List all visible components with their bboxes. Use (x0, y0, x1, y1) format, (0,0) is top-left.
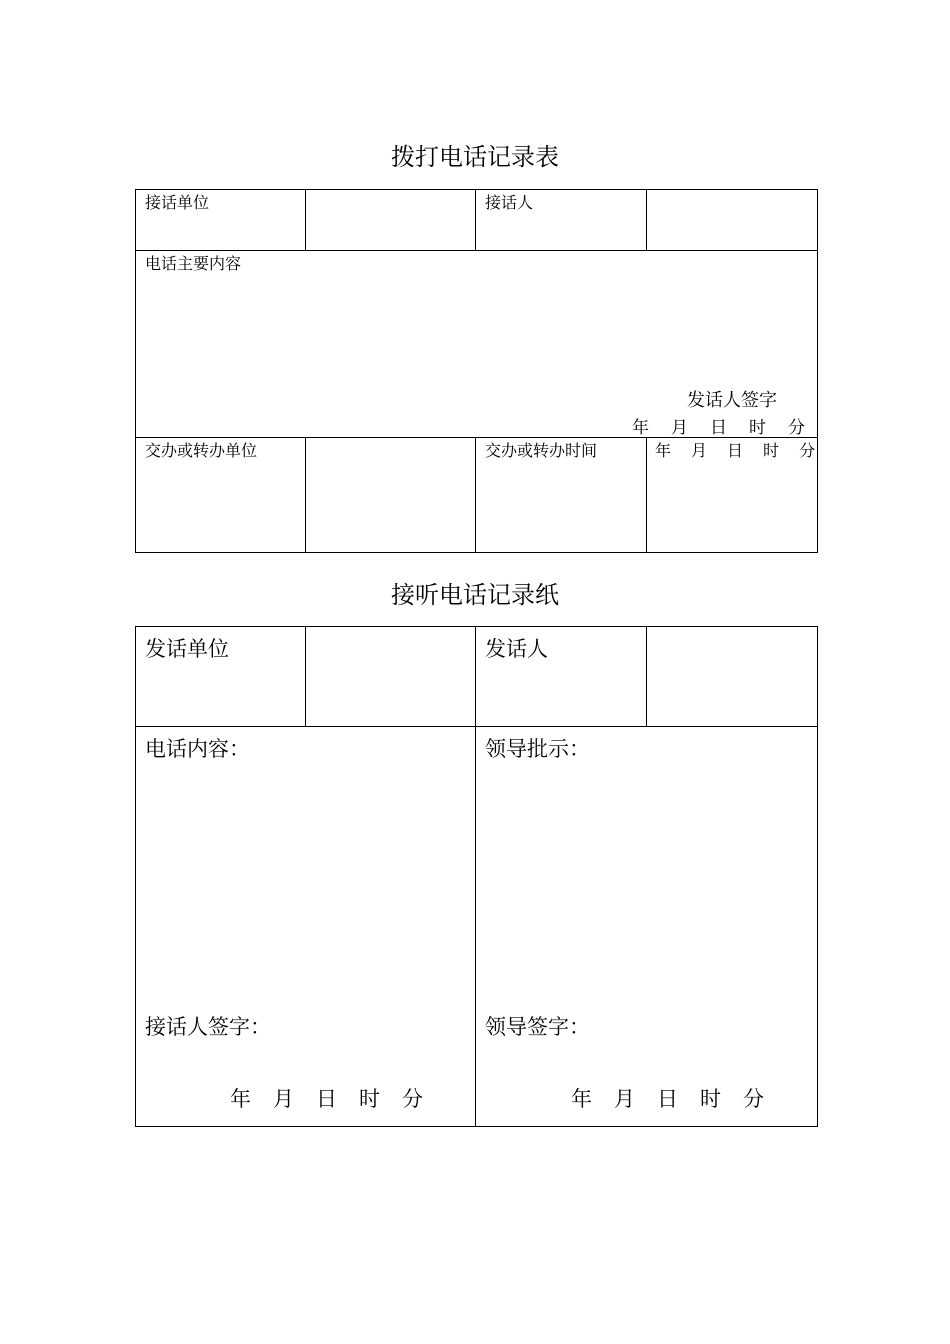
month-label: 月 (671, 418, 688, 438)
caller-signature-label: 发话人签字 (687, 390, 777, 411)
caller-unit-input[interactable] (306, 627, 476, 727)
receiver-label: 接话人 (485, 193, 534, 212)
outgoing-call-form-title: 拨打电话记录表 (391, 143, 559, 171)
assign-unit-input[interactable] (306, 438, 476, 553)
call-content-label: 电话内容： (145, 737, 250, 761)
year-label: 年 (230, 1087, 251, 1111)
receiver-input[interactable] (647, 190, 818, 251)
year-label: 年 (571, 1087, 592, 1111)
month-label: 月 (691, 441, 708, 460)
minute-label: 分 (788, 418, 805, 438)
year-label: 年 (632, 418, 649, 438)
caller-signature-datetime (632, 413, 805, 438)
year-label: 年 (655, 441, 672, 460)
caller-unit-label-cell (136, 627, 306, 727)
hour-label: 时 (749, 418, 766, 438)
call-content-cell[interactable] (136, 251, 818, 438)
receiver-signature-datetime (230, 1083, 423, 1113)
receiver-unit-input[interactable] (306, 190, 476, 251)
receiver-signature-label: 接话人签字： (145, 1015, 271, 1039)
receiver-label-cell (476, 190, 647, 251)
leader-signature-label: 领导签字： (485, 1015, 590, 1039)
day-label: 日 (657, 1087, 678, 1111)
hour-label: 时 (700, 1087, 721, 1111)
outgoing-call-record-table (135, 189, 818, 553)
month-label: 月 (614, 1087, 635, 1111)
assign-unit-label: 交办或转办单位 (145, 441, 258, 460)
assign-unit-label-cell (136, 438, 306, 553)
caller-label: 发话人 (485, 637, 548, 661)
call-content-label: 电话主要内容 (145, 254, 242, 273)
caller-unit-label: 发话单位 (145, 637, 229, 661)
hour-label: 时 (763, 441, 780, 460)
caller-label-cell (476, 627, 647, 727)
assign-time-datetime (647, 438, 817, 461)
incoming-call-record-table (135, 626, 818, 1127)
leader-signature-datetime (571, 1083, 764, 1113)
assign-time-label: 交办或转办时间 (485, 441, 598, 460)
hour-label: 时 (359, 1087, 380, 1111)
assign-time-label-cell (476, 438, 647, 553)
incoming-call-form-title: 接听电话记录纸 (391, 581, 559, 609)
leader-instruction-label: 领导批示： (485, 737, 590, 761)
day-label: 日 (710, 418, 727, 438)
leader-instruction-cell[interactable] (476, 727, 818, 1127)
caller-input[interactable] (647, 627, 818, 727)
month-label: 月 (273, 1087, 294, 1111)
day-label: 日 (727, 441, 744, 460)
day-label: 日 (316, 1087, 337, 1111)
assign-time-input[interactable] (647, 438, 818, 553)
minute-label: 分 (402, 1087, 423, 1111)
minute-label: 分 (743, 1087, 764, 1111)
minute-label: 分 (799, 441, 816, 460)
receiver-unit-label-cell (136, 190, 306, 251)
receiver-unit-label: 接话单位 (145, 193, 210, 212)
call-content-cell[interactable] (136, 727, 476, 1127)
